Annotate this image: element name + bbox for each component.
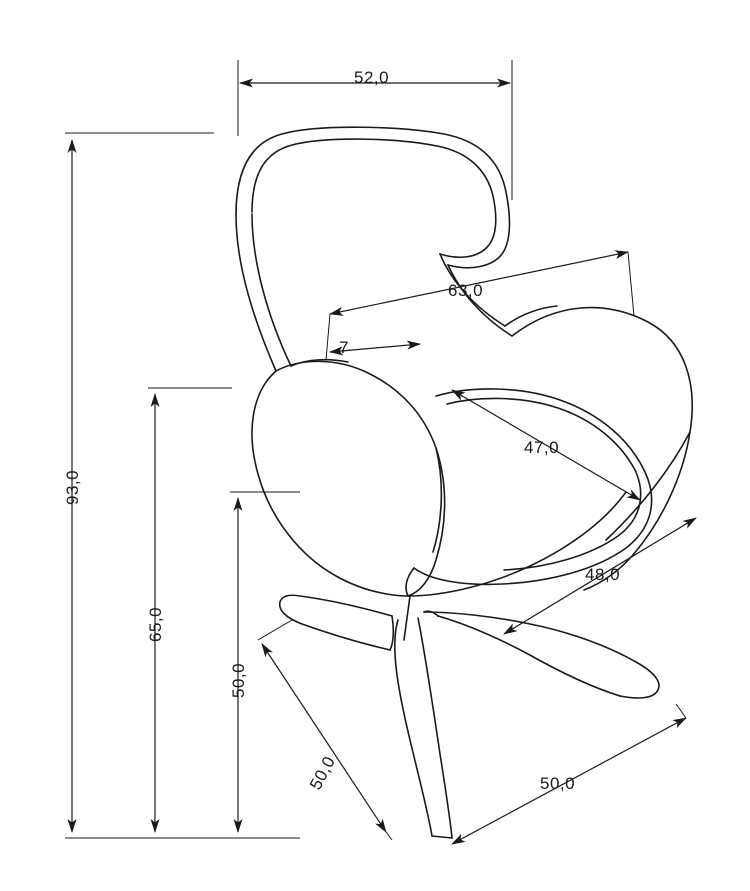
dimension-label-seat-depth: 48,0 (585, 565, 621, 584)
dimension-label-height-overall: 93,0 (63, 469, 82, 505)
dimension-label-width-top: 52,0 (354, 68, 390, 87)
dimension-label-base-span-right: 50,0 (540, 774, 576, 793)
dimension-label-armrest-thickness: 7 (339, 338, 349, 357)
dimension-label-base-span-left: 50,0 (306, 753, 340, 793)
dimension-label-height-seat: 50,0 (229, 662, 248, 698)
chair-outline (236, 127, 692, 838)
dimension-label-height-armrest: 65,0 (146, 606, 165, 642)
dimension-label-seat-width: 47,0 (524, 438, 560, 457)
dimension-label-depth-overall: 63,0 (448, 281, 484, 300)
dimension-lines (65, 60, 696, 844)
